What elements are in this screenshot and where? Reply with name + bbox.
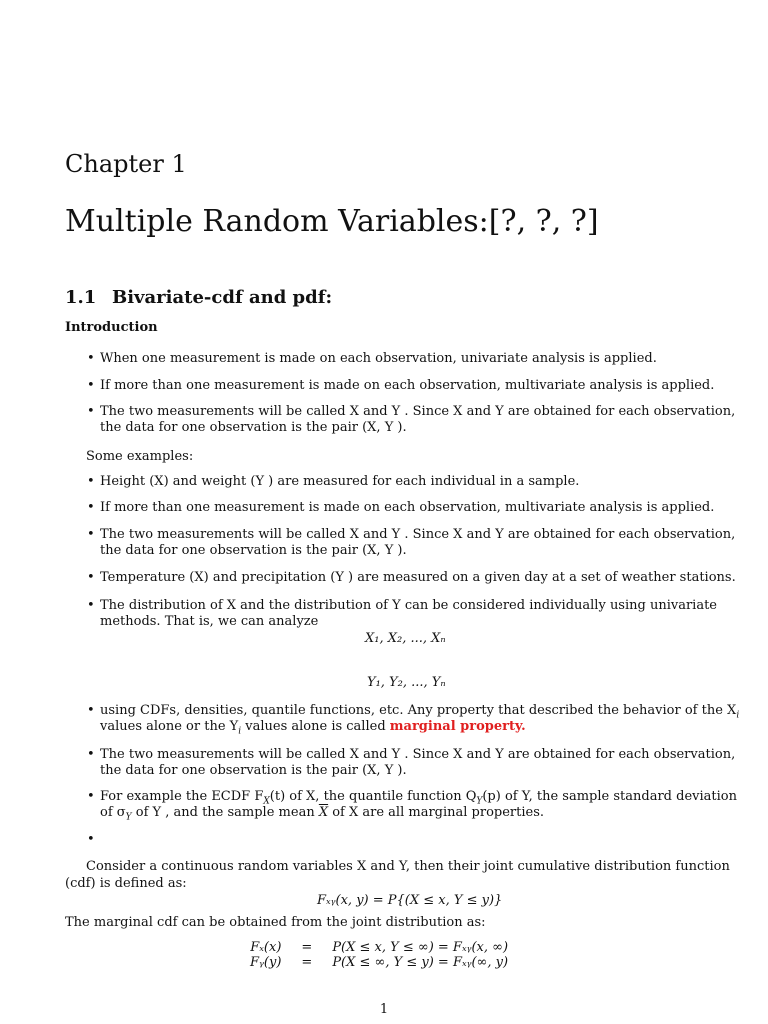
chapter-title: Multiple Random Variables:[?, ?, ?] bbox=[65, 204, 599, 239]
list-item: • If more than one measurement is made on each observation, multivariate analysis is applied. bbox=[87, 378, 715, 393]
page-number: 1 bbox=[379, 1002, 389, 1017]
marginal-text: The marginal cdf can be obtained from the joint distribution as: bbox=[65, 915, 486, 930]
intro-heading: Introduction bbox=[65, 320, 158, 335]
list-item-continued: of $\sigma_Y$ of Y , and the sample mean $\overline{X}$ of X are all marginal properties. bbox=[100, 805, 545, 823]
list-item: • Temperature (X) and precipitation (Y ) are measured on a given day at a set of weather stations. bbox=[87, 570, 736, 585]
list-item: • The two measurements will be called X and Y . Since X and Y are obtained for each observation, bbox=[87, 747, 736, 762]
paragraph-consider: Consider a continuous random variables X and Y, then their joint cumulative distribution function bbox=[86, 859, 730, 874]
section-number: 1.1 bbox=[65, 287, 97, 308]
section-title: Bivariate-cdf and pdf: bbox=[112, 287, 333, 308]
list-item: • If more than one measurement is made on each observation, multivariate analysis is applied. bbox=[87, 500, 715, 515]
list-item-continued: the data for one observation is the pair (X, Y ). bbox=[100, 420, 407, 435]
list-item: • The two measurements will be called X and Y . Since X and Y are obtained for each observation, bbox=[87, 404, 736, 419]
list-item-continued: the data for one observation is the pair (X, Y ). bbox=[100, 763, 407, 778]
examples-label: Some examples: bbox=[86, 449, 194, 464]
equation-row: Fₓ(x) = P(X ≤ x, Y ≤ ∞) = Fₓᵧ(x, ∞) bbox=[250, 940, 509, 955]
list-item-continued: the data for one observation is the pair (X, Y ). bbox=[100, 543, 407, 558]
list-item: • The distribution of X and the distribution of Y can be considered individually using univariate bbox=[87, 598, 718, 613]
list-item: • The two measurements will be called X and Y . Since X and Y are obtained for each observation, bbox=[87, 527, 736, 542]
list-item: • Height (X) and weight (Y ) are measured for each individual in a sample. bbox=[87, 474, 580, 489]
list-item: • When one measurement is made on each observation, univariate analysis is applied. bbox=[87, 351, 657, 366]
list-item-continued: values alone or the $Y_i$ values alone is called marginal property. bbox=[100, 719, 526, 737]
section-heading bbox=[65, 287, 332, 308]
paragraph-consider-continued: (cdf) is defined as: bbox=[65, 876, 187, 891]
list-item: • using CDFs, densities, quantile functions, etc. Any property that described the behavior of the $X_i$ bbox=[87, 703, 740, 721]
joint-cdf-equation: Fₓᵧ(x, y) = P{(X ≤ x, Y ≤ y)} bbox=[317, 893, 503, 908]
sequence-y: Y₁, Y₂, ..., Yₙ bbox=[367, 675, 446, 690]
list-item-continued: methods. That is, we can analyze bbox=[100, 614, 319, 629]
marginal-equations bbox=[244, 940, 514, 970]
equation-row: Fᵧ(y) = P(X ≤ ∞, Y ≤ y) = Fₓᵧ(∞, y) bbox=[250, 955, 509, 970]
chapter-label: Chapter 1 bbox=[65, 150, 187, 178]
list-item: • For example the ECDF $F_X(t)$ of X, the quantile function $Q_Y(p)$ of Y, the sample standard deviation bbox=[87, 789, 737, 807]
marginal-property-highlight: marginal property. bbox=[389, 719, 526, 734]
sequence-x: X₁, X₂, ..., Xₙ bbox=[365, 631, 446, 646]
